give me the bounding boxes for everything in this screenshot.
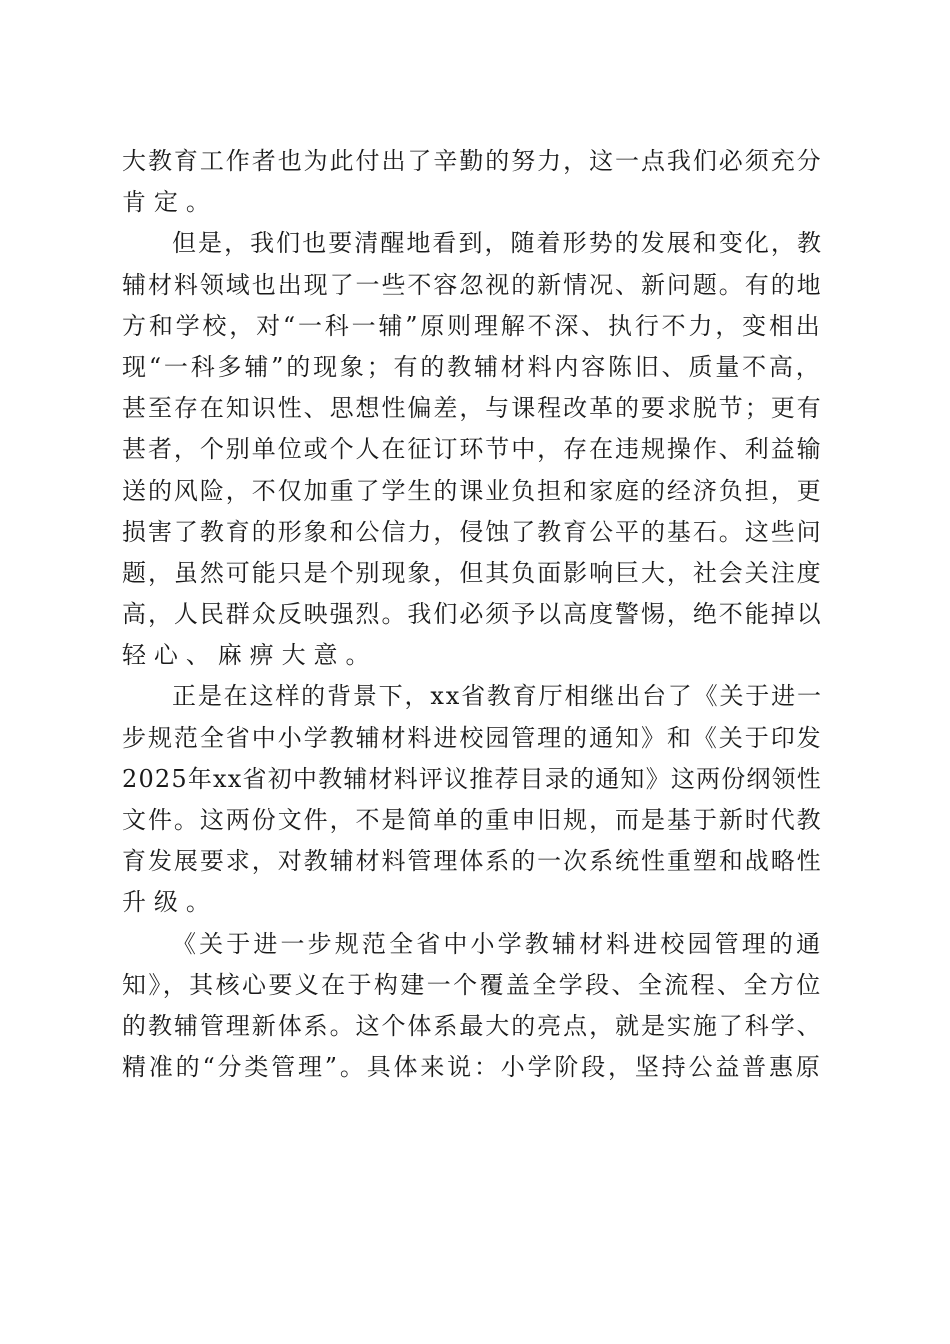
text-line: 的教辅管理新体系。这个体系最大的亮点，就是实施了科学、 [122, 1011, 823, 1040]
text-line: 精准的“分类管理”。具体来说：小学阶段，坚持公益普惠原 [122, 1053, 823, 1082]
paragraph-3 [122, 676, 828, 923]
text-line: 送的风险，不仅加重了学生的课业负担和家庭的经济负担，更 [122, 476, 823, 505]
text-line: 现“一科多辅”的现象；有的教辅材料内容陈旧、质量不高， [122, 352, 823, 381]
text-line: 文件。这两份文件，不是简单的重申旧规，而是基于新时代教 [122, 806, 823, 834]
document-body [122, 141, 828, 1088]
text-line: 甚者，个别单位或个人在征订环节中，存在违规操作、利益输 [122, 435, 823, 464]
text-line: 但是，我们也要清醒地看到，随着形势的发展和变化，教 [172, 229, 823, 258]
text-line: 损害了教育的形象和公信力，侵蚀了教育公平的基石。这些问 [122, 517, 823, 546]
text-line: 知》，其核心要义在于构建一个覆盖全学段、全流程、全方位 [122, 970, 823, 999]
text-line: 正是在这样的背景下，xx省教育厅相继出台了《关于进一 [172, 682, 823, 711]
text-line: 大教育工作者也为此付出了辛勤的努力，这一点我们必须充分 [122, 147, 823, 175]
text-line: 甚至存在知识性、思想性偏差，与课程改革的要求脱节；更有 [122, 394, 823, 423]
text-line: 育发展要求，对教辅材料管理体系的一次系统性重塑和战略性 [122, 847, 823, 876]
paragraph-2 [122, 223, 828, 676]
text-line: 轻心、麻痹大意。 [122, 641, 378, 670]
text-line: 《关于进一步规范全省中小学教辅材料进校园管理的通 [172, 929, 824, 958]
text-line: 题，虽然可能只是个别现象，但其负面影响巨大，社会关注度 [122, 558, 823, 587]
text-line: 方和学校，对“一科一辅”原则理解不深、执行不力，变相出 [122, 311, 823, 340]
text-line: 步规范全省中小学教辅材料进校园管理的通知》和《关于印发 [122, 723, 823, 752]
text-line: 肯定。 [122, 188, 218, 217]
text-line: 升级。 [122, 888, 218, 917]
text-line: 高，人民群众反映强烈。我们必须予以高度警惕，绝不能掉以 [122, 600, 823, 629]
paragraph-4 [122, 924, 828, 1089]
paragraph-1 [122, 141, 828, 223]
text-line: 辅材料领域也出现了一些不容忽视的新情况、新问题。有的地 [122, 270, 823, 299]
text-line: 2025年xx省初中教辅材料评议推荐目录的通知》这两份纲领性 [122, 764, 822, 793]
